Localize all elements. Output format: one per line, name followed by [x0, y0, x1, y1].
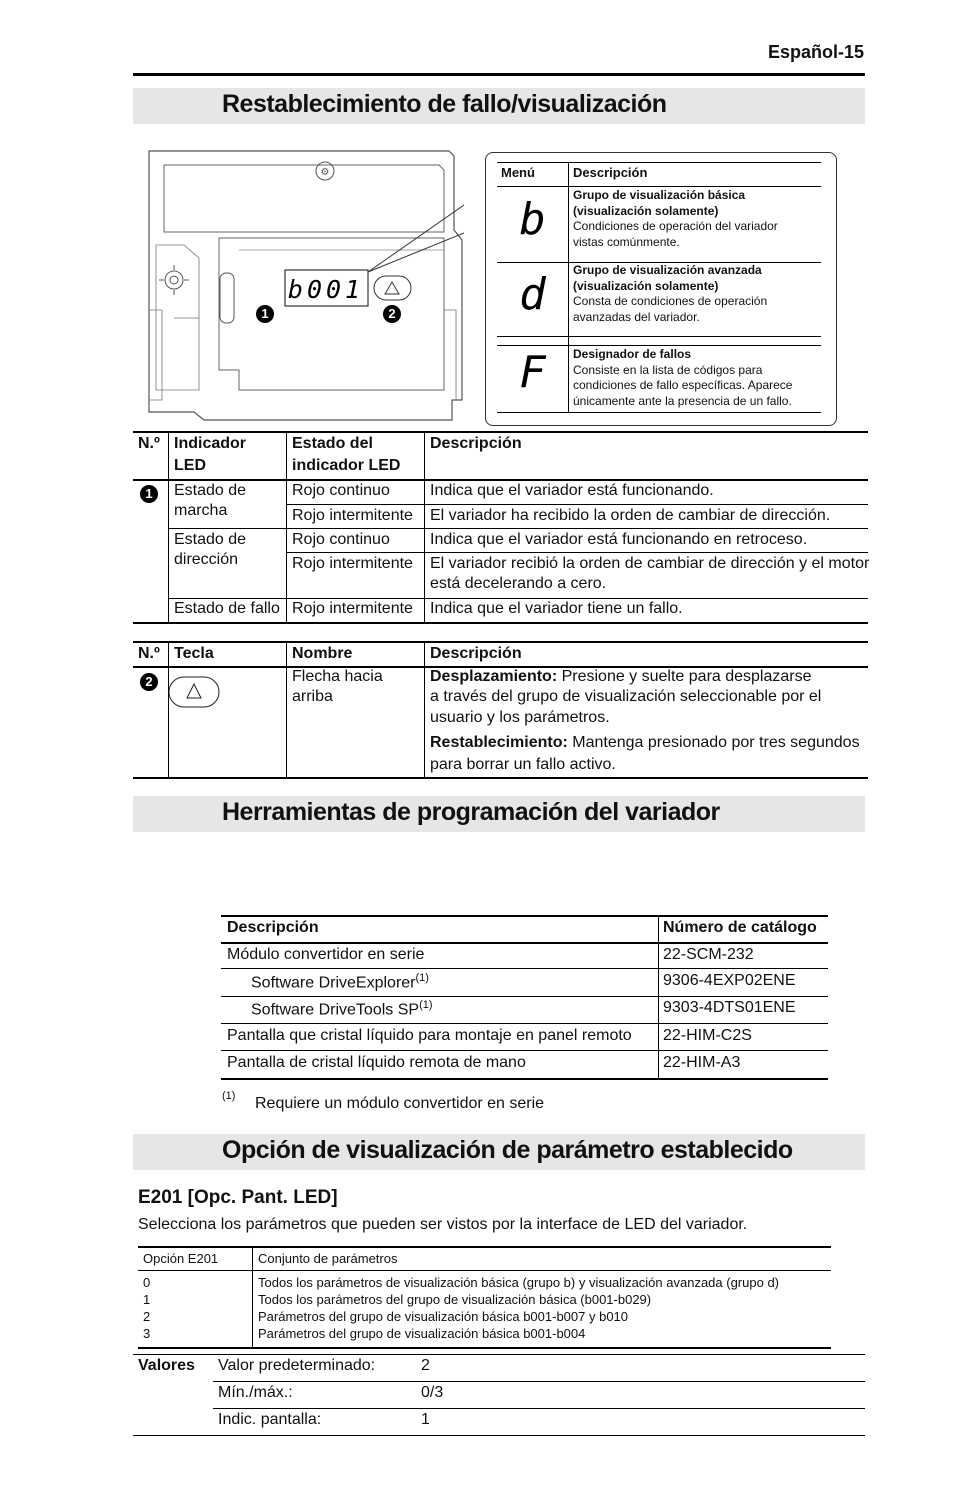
drive-illustration: [144, 150, 464, 425]
cat-num: 22-SCM-232: [663, 946, 754, 963]
minmax-value: 0/3: [421, 1384, 444, 1401]
values-label: Valores: [138, 1357, 195, 1374]
row-badge-1: 1: [140, 485, 158, 503]
led-h-led: Indicador: [174, 435, 247, 452]
opt-h-set: Conjunto de parámetros: [258, 1251, 398, 1266]
led-label: dirección: [174, 551, 239, 568]
key-name: Flecha hacia: [292, 668, 383, 685]
default-label: Valor predeterminado:: [218, 1357, 376, 1374]
led-label: marcha: [174, 502, 228, 519]
led-state: Rojo continuo: [292, 531, 390, 548]
led-desc: El variador ha recibido la orden de cambiar de dirección.: [430, 507, 831, 524]
key-h-no: N.º: [138, 645, 160, 662]
menu-col-header: Menú: [501, 165, 535, 180]
footnote-mark: (1): [222, 1090, 236, 1102]
led-desc: Indica que el variador está funcionando en retroceso.: [430, 531, 808, 548]
cat-desc: Módulo convertidor en serie: [227, 946, 425, 963]
key-h-desc: Descripción: [430, 645, 522, 662]
opt-numbers: 0 1 2 3: [143, 1275, 151, 1341]
led-state: Rojo intermitente: [292, 600, 413, 617]
row-badge-2: 2: [140, 673, 158, 691]
opt-h: Opción E201: [143, 1251, 219, 1266]
top-rule: [133, 73, 865, 76]
key-desc-scroll: Desplazamiento: Presione y suelte para desplazarse: [430, 668, 812, 685]
led-state: Rojo intermitente: [292, 507, 413, 524]
display-value: 1: [421, 1411, 430, 1428]
key-name: arriba: [292, 688, 333, 705]
menu-letter: b: [519, 194, 546, 245]
led-h-state: indicador LED: [292, 457, 401, 474]
led-h-no: N.º: [138, 435, 160, 452]
display-readout: b001: [287, 275, 365, 304]
cat-num: 9303-4DTS01ENE: [663, 999, 796, 1016]
led-h-led: LED: [174, 457, 206, 474]
led-desc: Indica que el variador está funcionando.: [430, 482, 714, 499]
cat-h-num: Número de catálogo: [663, 919, 817, 936]
led-label: Estado de: [174, 482, 247, 499]
cat-num: 9306-4EXP02ENE: [663, 972, 796, 989]
section-title: Restablecimiento de fallo/visualización: [222, 90, 667, 118]
key-h-name: Nombre: [292, 645, 353, 662]
page-number: Español-15: [767, 42, 864, 62]
display-label: Indic. pantalla:: [218, 1411, 322, 1428]
param-heading: E201 [Opc. Pant. LED]: [138, 1187, 338, 1208]
key-desc-reset: Restablecimiento: Mantenga presionado por tres segundos: [430, 734, 860, 751]
section-title: Opción de visualización de parámetro establecido: [222, 1136, 793, 1164]
cat-h-desc: Descripción: [227, 919, 319, 936]
cat-desc: Software DriveExplorer$^{(1)}$: [251, 972, 429, 992]
led-desc: El variador recibió la orden de cambiar de dirección y el motor: [430, 555, 870, 572]
cat-desc: Software DriveTools SP$^{(1)}$: [251, 999, 433, 1019]
callout-badge-1: 1: [256, 305, 274, 323]
svg-text:⚙: ⚙: [320, 167, 330, 178]
minmax-label: Mín./máx.:: [218, 1384, 293, 1401]
footnote: Requiere un módulo convertidor en serie: [255, 1095, 545, 1112]
opt-texts: Todos los parámetros de visualización básica (grupo b) y visualización avanzada (grupo d) Todos los parámetros del grupo de visualización básica (b001-b029) Parámetros del grupo de visualización básica b001-b007 y b010 Parámetros del grupo de visualización básica b001-b004: [258, 1275, 779, 1341]
menu-letter: F: [519, 347, 546, 398]
cat-num: 22-HIM-C2S: [663, 1027, 752, 1044]
led-h-state: Estado del: [292, 435, 373, 452]
menu-letter: d: [519, 269, 546, 320]
led-state: Rojo continuo: [292, 482, 390, 499]
cat-desc: Pantalla de cristal líquido remota de mano: [227, 1054, 526, 1071]
key-desc: usuario y los parámetros.: [430, 709, 610, 726]
up-arrow-key-icon: [168, 676, 220, 708]
cat-desc: Pantalla que cristal líquido para montaje en panel remoto: [227, 1027, 632, 1044]
menu-col-header: Descripción: [573, 165, 648, 180]
section-title: Herramientas de programación del variador: [222, 798, 720, 826]
led-desc: Indica que el variador tiene un fallo.: [430, 600, 683, 617]
cat-num: 22-HIM-A3: [663, 1054, 741, 1071]
param-description: Selecciona los parámetros que pueden ser vistos por la interface de LED del variador.: [138, 1216, 748, 1233]
key-desc: a través del grupo de visualización seleccionable por el: [430, 688, 822, 705]
callout-badge-2: 2: [383, 305, 401, 323]
led-state: Rojo intermitente: [292, 555, 413, 572]
led-label: Estado de fallo: [174, 600, 280, 617]
key-desc: para borrar un fallo activo.: [430, 756, 616, 773]
led-h-desc: Descripción: [430, 435, 522, 452]
default-value: 2: [421, 1357, 430, 1374]
led-label: Estado de: [174, 531, 247, 548]
led-desc: está decelerando a cero.: [430, 575, 607, 592]
key-h-key: Tecla: [174, 645, 214, 662]
